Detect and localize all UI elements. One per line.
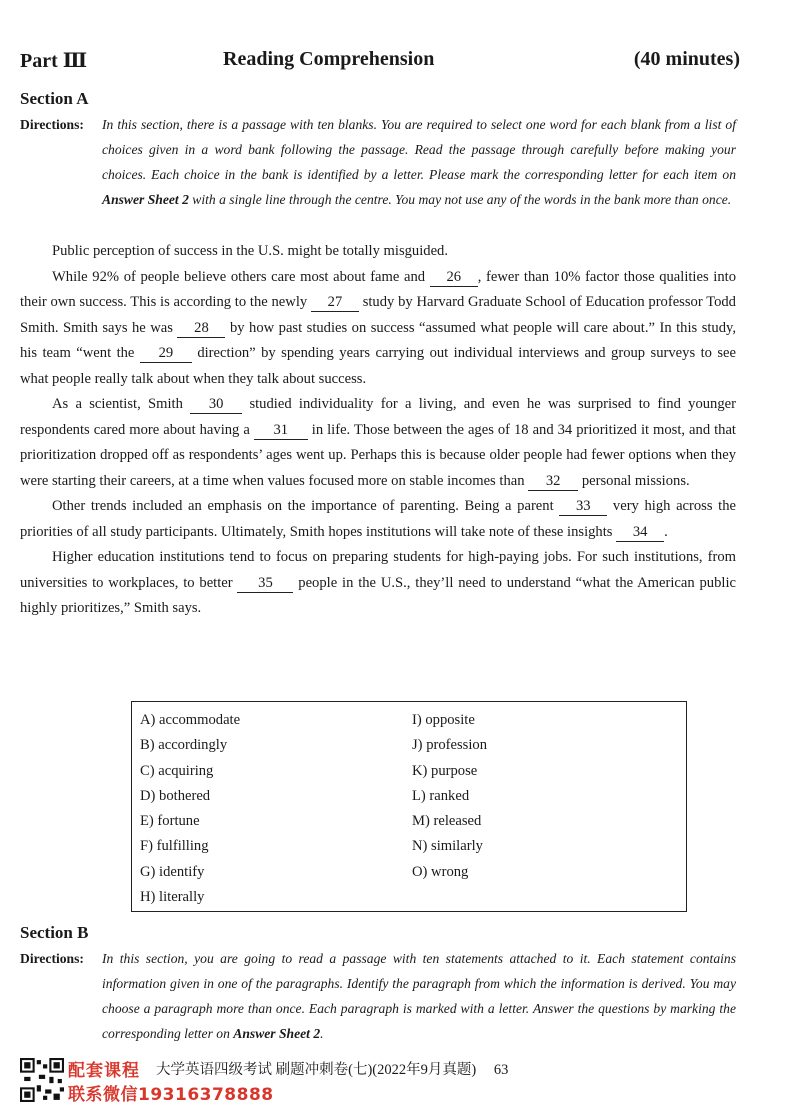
blank-28[interactable]: 28 — [177, 319, 225, 338]
directions-text: In this section, there is a passage with ten blanks. You are required to select one word for each blank from a list of choices given in a word bank following the passage. Read the passage through carefully before making your choices. Each choice in the bank is identified by a letter. Please mark the corresponding letter for each item on Answer Sheet 2 with a single line through the centre. You may not use any of the words in the bank more than once. — [102, 117, 736, 207]
answer-sheet-ref: Answer Sheet 2 — [233, 1026, 321, 1041]
word-choice: F) fulfilling — [140, 838, 209, 855]
blank-27[interactable]: 27 — [311, 293, 359, 312]
blank-33[interactable]: 33 — [559, 497, 607, 516]
word-bank-left-column — [140, 708, 240, 910]
word-choice: J) profession — [412, 737, 487, 754]
blank-29[interactable]: 29 — [140, 344, 192, 363]
book-title: 大学英语四级考试 刷题冲刺卷(七)(2022年9月真题) 63 — [156, 1062, 509, 1078]
answer-sheet-ref: Answer Sheet 2 — [102, 192, 189, 207]
section-a-heading: Section A — [20, 89, 89, 108]
word-choice: K) purpose — [412, 762, 478, 779]
word-choice: C) acquiring — [140, 762, 214, 779]
word-choice: I) opposite — [412, 712, 475, 728]
word-choice: A) accommodate — [140, 712, 241, 728]
section-b-directions — [20, 946, 736, 1046]
qr-code-icon — [20, 1058, 64, 1102]
word-choice: L) ranked — [412, 787, 470, 804]
word-choice: M) released — [412, 813, 482, 830]
word-choice: O) wrong — [412, 863, 469, 880]
watermark-line-2: 联系微信19316378888 — [68, 1085, 274, 1105]
word-choice: D) bothered — [140, 787, 211, 804]
passage-paragraph-4: Other trends included an emphasis on the importance of parenting. Being a parent 33 very high across the priorities of all study participants. Ultimately, Smith hopes institutions will take note of these insights 34 . — [20, 498, 737, 540]
page-footer — [0, 1052, 800, 1118]
section-a-directions — [20, 112, 736, 212]
directions-text: In this section, you are going to read a passage with ten statements attached to it. Each statement contains information given in one of the paragraphs. Identify the paragraph from which the information is derived. You may choose a paragraph more than once. Each paragraph is marked with a letter. Answer the questions by marking the corresponding letter on Answer Sheet 2. — [102, 951, 736, 1041]
word-choice: E) fortune — [140, 813, 200, 830]
blank-30[interactable]: 30 — [190, 395, 242, 414]
passage-paragraph-3: As a scientist, Smith 30 studied individuality for a living, and even he was surprised to find younger respondents cared more about having a 31 in life. Those between the ages of 18 and 34 prioritized it most, and that prioritization dropped off as respondents’ ages went up. Perhaps this is because older people had fewer options when they were starting their careers, at a time when values focused more on stable incomes than 32 personal missions. — [20, 396, 736, 489]
word-bank-right-column — [412, 708, 487, 885]
part-label: Part Ⅲ — [20, 50, 88, 72]
part-title: Reading Comprehension — [223, 48, 435, 70]
part-time: (40 minutes) — [633, 48, 740, 70]
blank-26[interactable]: 26 — [430, 268, 478, 287]
blank-35[interactable]: 35 — [237, 574, 293, 593]
section-b-heading: Section B — [20, 923, 89, 942]
word-choice: N) similarly — [412, 838, 483, 855]
passage-paragraph-2: While 92% of people believe others care most about fame and 26 , fewer than 10% factor those qualities into their own success. This is according to the newly 27 study by Harvard Graduate School of Education professor Todd Smith. Smith says he was 28 by how past studies on success “assumed what people will care about.” In this study, his team “went the 29 direction” by spending years carrying out individual interviews and group surveys to see what people really talk about when they talk about success. — [20, 268, 737, 387]
blank-32[interactable]: 32 — [528, 472, 578, 491]
blank-34[interactable]: 34 — [616, 523, 664, 542]
word-choice: H) literally — [140, 889, 205, 906]
directions-label: Directions: — [20, 117, 84, 132]
page-number: 63 — [493, 1062, 509, 1078]
directions-label: Directions: — [20, 951, 84, 966]
word-choice: G) identify — [140, 863, 205, 880]
passage-paragraph-1: Public perception of success in the U.S. might be totally misguided. — [52, 243, 448, 259]
part-header — [20, 44, 740, 76]
passage — [20, 239, 736, 622]
word-choice: B) accordingly — [140, 737, 228, 754]
word-bank — [131, 701, 687, 912]
watermark-line-1: 配套课程 — [68, 1061, 140, 1081]
passage-paragraph-5: Higher education institutions tend to focus on preparing students for high-paying jobs. For such institutions, from universities to workplaces, to better 35 people in the U.S., they’ll need to understand “what the American public highly prioritizes,” Smith says. — [20, 549, 736, 616]
blank-31[interactable]: 31 — [254, 421, 308, 440]
